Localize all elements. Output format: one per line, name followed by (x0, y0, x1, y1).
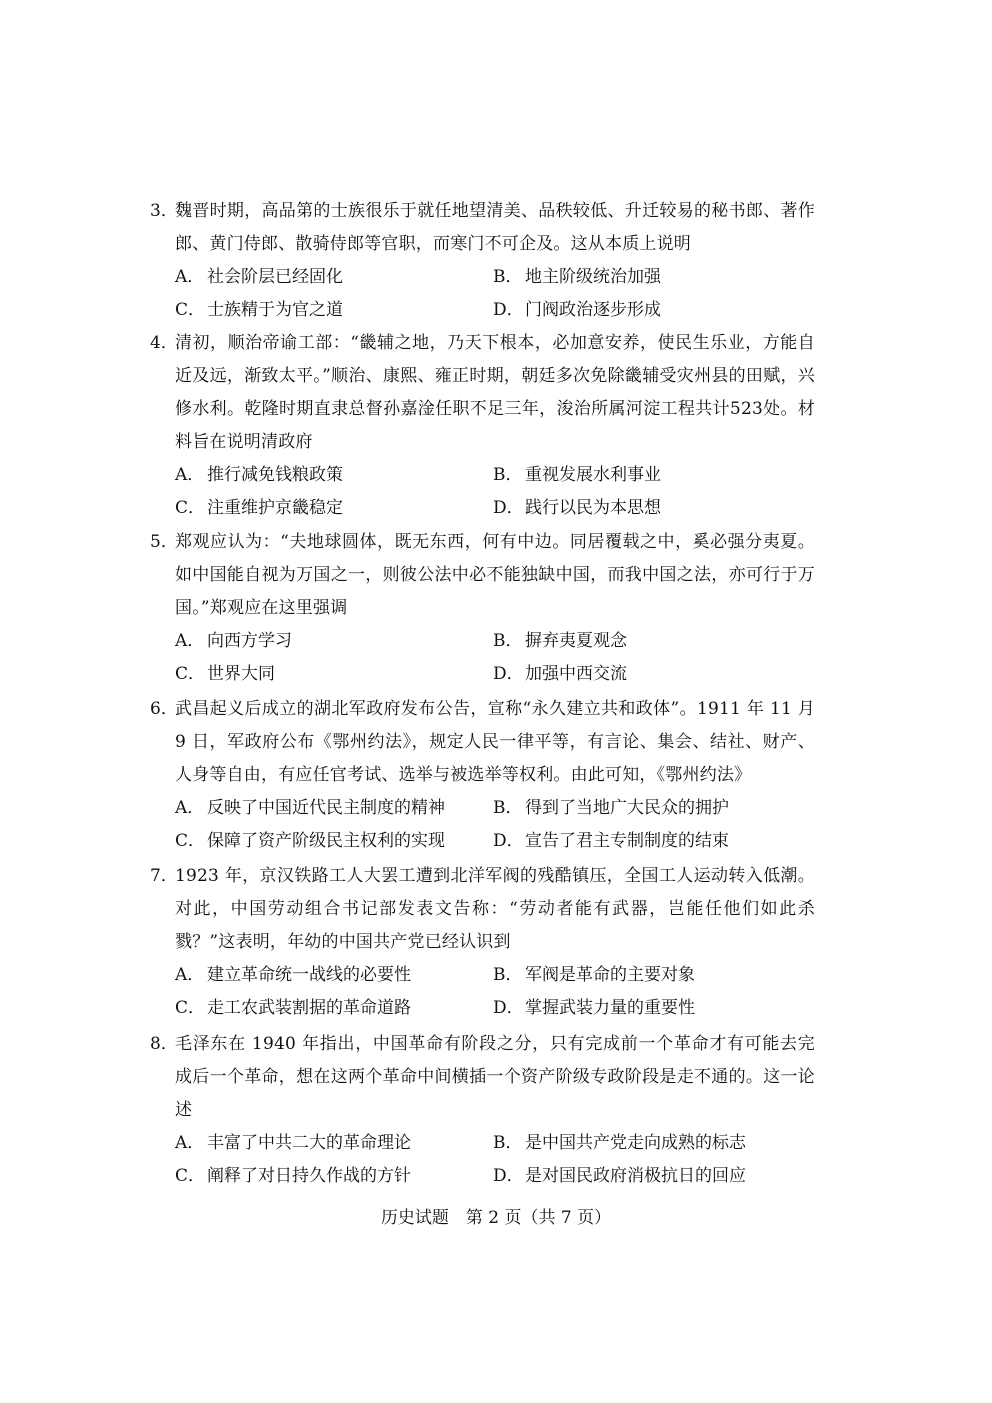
question-number: 3． (150, 201, 178, 221)
option-text: 建立革命统一战线的必要性 (207, 965, 411, 985)
option-text: 掌握武装力量的重要性 (525, 998, 695, 1018)
option-letter: D． (493, 1166, 524, 1186)
option-text: 反映了中国近代民主制度的精神 (207, 798, 445, 818)
option-text: 是对国民政府消极抗日的回应 (525, 1166, 746, 1186)
options-grid (175, 459, 815, 525)
option-b[interactable] (493, 959, 833, 992)
question-3 (150, 195, 815, 327)
option-letter: A． (175, 465, 205, 485)
option-text: 军阀是革命的主要对象 (525, 965, 695, 985)
option-a[interactable] (175, 959, 493, 992)
question-stem: 清初，顺治帝谕工部：“畿辅之地，乃天下根本，必加意安养，使民生乐业，方能自近及远，渐致太平。”顺治、康熙、雍正时期，朝廷多次免除畿辅受灾州县的田赋，兴修水利。乾隆时期直隶总督孙嘉淦任职不足三年，浚治所属河淀工程共计523处。材料旨在说明清政府 (175, 333, 815, 452)
option-d[interactable] (493, 825, 833, 858)
question-6 (150, 693, 815, 858)
option-letter: A． (175, 1133, 205, 1153)
option-text: 士族精于为官之道 (207, 300, 343, 320)
option-text: 得到了当地广大民众的拥护 (525, 798, 729, 818)
question-number: 4． (150, 333, 178, 353)
options-grid (175, 261, 815, 327)
question-number: 6． (150, 699, 178, 719)
option-text: 重视发展水利事业 (525, 465, 661, 485)
question-number: 8． (150, 1034, 178, 1054)
option-letter: A． (175, 965, 205, 985)
option-c[interactable] (175, 294, 493, 327)
option-b[interactable] (493, 1127, 833, 1160)
option-text: 加强中西交流 (525, 664, 627, 684)
question-7 (150, 860, 815, 1025)
option-a[interactable] (175, 261, 493, 294)
question-8 (150, 1028, 815, 1193)
option-b[interactable] (493, 459, 833, 492)
option-a[interactable] (175, 792, 493, 825)
option-b[interactable] (493, 261, 833, 294)
question-number: 5． (150, 532, 178, 552)
option-d[interactable] (493, 992, 833, 1025)
question-4 (150, 327, 815, 525)
option-text: 是中国共产党走向成熟的标志 (525, 1133, 746, 1153)
option-b[interactable] (493, 625, 833, 658)
option-text: 注重维护京畿稳定 (207, 498, 343, 518)
option-text: 丰富了中共二大的革命理论 (207, 1133, 411, 1153)
option-letter: B． (493, 798, 523, 818)
option-text: 向西方学习 (207, 631, 292, 651)
option-letter: B． (493, 1133, 523, 1153)
page-footer: 历史试题 第 2 页（共 7 页） (380, 1208, 612, 1228)
option-text: 阐释了对日持久作战的方针 (207, 1166, 411, 1186)
option-d[interactable] (493, 492, 833, 525)
option-letter: D． (493, 831, 524, 851)
option-letter: B． (493, 631, 523, 651)
options-grid (175, 1127, 815, 1193)
options-grid (175, 792, 815, 858)
option-text: 世界大同 (207, 664, 275, 684)
option-letter: B． (493, 965, 523, 985)
options-grid (175, 959, 815, 1025)
option-d[interactable] (493, 1160, 833, 1193)
option-text: 摒弃夷夏观念 (525, 631, 627, 651)
option-d[interactable] (493, 658, 833, 691)
option-c[interactable] (175, 492, 493, 525)
option-letter: C． (175, 498, 206, 518)
option-text: 推行减免钱粮政策 (207, 465, 343, 485)
option-c[interactable] (175, 658, 493, 691)
option-text: 宣告了君主专制制度的结束 (525, 831, 729, 851)
option-letter: C． (175, 1166, 206, 1186)
question-number: 7． (150, 866, 178, 886)
option-b[interactable] (493, 792, 833, 825)
option-a[interactable] (175, 1127, 493, 1160)
option-a[interactable] (175, 625, 493, 658)
option-letter: D． (493, 998, 524, 1018)
question-stem: 郑观应认为：“夫地球圆体，既无东西，何有中边。同居覆载之中，奚必强分夷夏。如中国能自视为万国之一，则彼公法中必不能独缺中国，而我中国之法，亦可行于万国。”郑观应在这里强调 (175, 532, 815, 618)
option-letter: A． (175, 267, 205, 287)
question-5 (150, 526, 815, 691)
question-stem: 1923 年，京汉铁路工人大罢工遭到北洋军阀的残酷镇压，全国工人运动转入低潮。对此，中国劳动组合书记部发表文告称：“劳动者能有武器，岂能任他们如此杀戮？”这表明，年幼的中国共产党已经认识到 (175, 866, 815, 952)
options-grid (175, 625, 815, 691)
option-letter: D． (493, 498, 524, 518)
option-letter: B． (493, 465, 523, 485)
option-text: 保障了资产阶级民主权利的实现 (207, 831, 445, 851)
option-c[interactable] (175, 825, 493, 858)
option-letter: A． (175, 798, 205, 818)
option-c[interactable] (175, 1160, 493, 1193)
option-letter: C． (175, 831, 206, 851)
option-text: 社会阶层已经固化 (207, 267, 343, 287)
option-text: 践行以民为本思想 (525, 498, 661, 518)
option-text: 走工农武装割据的革命道路 (207, 998, 411, 1018)
option-letter: B． (493, 267, 523, 287)
option-c[interactable] (175, 992, 493, 1025)
question-stem: 毛泽东在 1940 年指出，中国革命有阶段之分，只有完成前一个革命才有可能去完成后一个革命，想在这两个革命中间横插一个资产阶级专政阶段是走不通的。这一论述 (175, 1034, 815, 1120)
question-stem: 武昌起义后成立的湖北军政府发布公告，宣称“永久建立共和政体”。1911 年 11 月 9 日，军政府公布《鄂州约法》，规定人民一律平等，有言论、集会、结社、财产、人身等自由，有应任官考试、选举与被选举等权利。由此可知，《鄂州约法》 (175, 699, 815, 785)
option-letter: D． (493, 300, 524, 320)
question-stem: 魏晋时期，高品第的士族很乐于就任地望清美、品秩较低、升迁较易的秘书郎、著作郎、黄门侍郎、散骑侍郎等官职，而寒门不可企及。这从本质上说明 (175, 201, 815, 254)
option-d[interactable] (493, 294, 833, 327)
option-letter: A． (175, 631, 205, 651)
option-text: 门阀政治逐步形成 (525, 300, 661, 320)
option-letter: C． (175, 998, 206, 1018)
option-letter: C． (175, 300, 206, 320)
option-a[interactable] (175, 459, 493, 492)
option-text: 地主阶级统治加强 (525, 267, 661, 287)
option-letter: C． (175, 664, 206, 684)
option-letter: D． (493, 664, 524, 684)
